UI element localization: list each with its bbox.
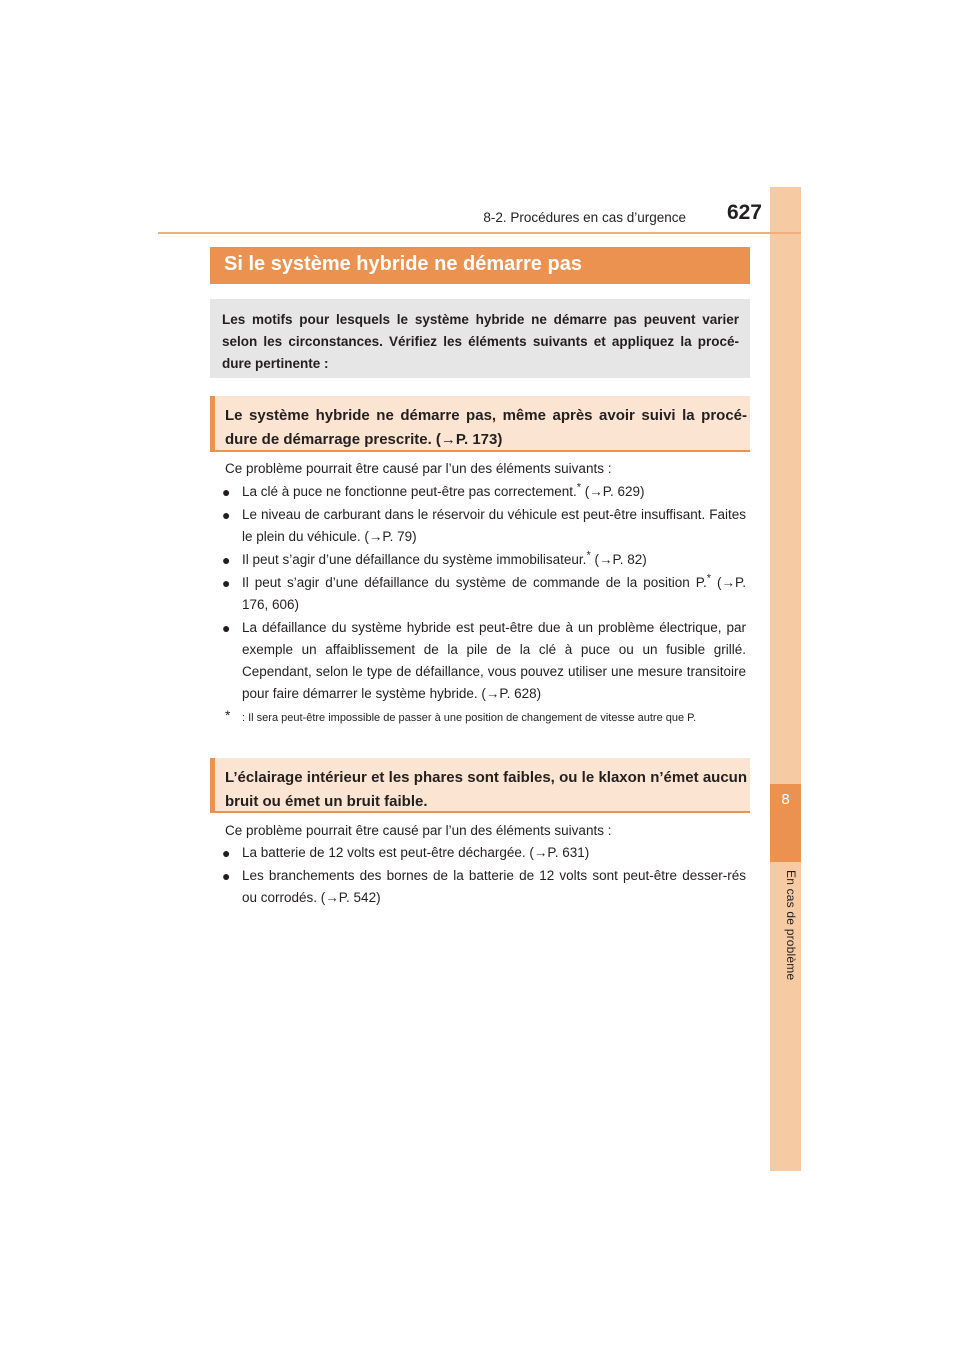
list-item: Le niveau de carburant dans le réservoir du véhicule est peut-être insuffisant. Faites le plein du véhicule. (→P. 79) (242, 507, 746, 544)
page-number: 627 (726, 201, 762, 224)
footnote: : Il sera peut-être impossible de passer à une position de changement de vitesse autre que P. (242, 712, 697, 724)
intro-box (210, 299, 750, 378)
list-item: La clé à puce ne fonctionne peut-être pas correctement.* (→P. 629) (242, 481, 645, 499)
list-item: La défaillance du système hybride est peut-être due à un problème électrique, par exemple un affaiblissement de la pile de la clé à puce ou un fusible grillé. Cependant, selon le type de défaillance, vous pouvez utiliser une mesure transitoire pour faire démarrer le système hybride. (→P. 628) (242, 620, 746, 701)
chapter-label: En cas de problème (784, 870, 798, 981)
chapter-side-tab (770, 187, 801, 1171)
footnote-star: * (225, 707, 231, 723)
list-item: Il peut s’agir d’une défaillance du système immobilisateur.* (→P. 82) (242, 549, 647, 567)
section1-heading: Le système hybride ne démarre pas, même après avoir suivi la procé-dure de démarrage prescrite. (→P. 173) (225, 407, 747, 448)
title-bar (210, 247, 750, 284)
bullet-icon: ● (222, 620, 231, 636)
list-item: Il peut s’agir d’une défaillance du système de commande de la position P.* (→P. 176, 606) (242, 572, 746, 612)
bullet-icon: ● (222, 507, 231, 523)
section2-header (210, 758, 750, 813)
page-title: Si le système hybride ne démarre pas (224, 253, 582, 275)
bullet-icon: ● (222, 868, 231, 884)
section-heading: 8-2. Procédures en cas d’urgence (483, 210, 686, 225)
section2-lead: Ce problème pourrait être causé par l’un des éléments suivants : (225, 823, 612, 838)
bullet-icon: ● (222, 484, 231, 500)
intro-text: Les motifs pour lesquels le système hybride ne démarre pas peuvent varier selon les circonstances. Vérifiez les éléments suivants et appliquez la procé-dure pertinente : (222, 312, 739, 371)
list-item: La batterie de 12 volts est peut-être déchargée. (→P. 631) (242, 845, 590, 860)
chapter-number: 8 (781, 791, 790, 808)
bullet-icon: ● (222, 575, 231, 591)
list-item: Les branchements des bornes de la batterie de 12 volts sont peut-être desser-rés ou corrodés. (→P. 542) (242, 868, 746, 905)
section1-lead: Ce problème pourrait être causé par l’un des éléments suivants : (225, 461, 612, 476)
header-rule (158, 232, 801, 234)
bullet-icon: ● (222, 845, 231, 861)
section2-heading: L’éclairage intérieur et les phares sont faibles, ou le klaxon n’émet aucun bruit ou émet un bruit faible. (225, 769, 747, 810)
section1-header (210, 396, 750, 452)
bullet-icon: ● (222, 552, 231, 568)
